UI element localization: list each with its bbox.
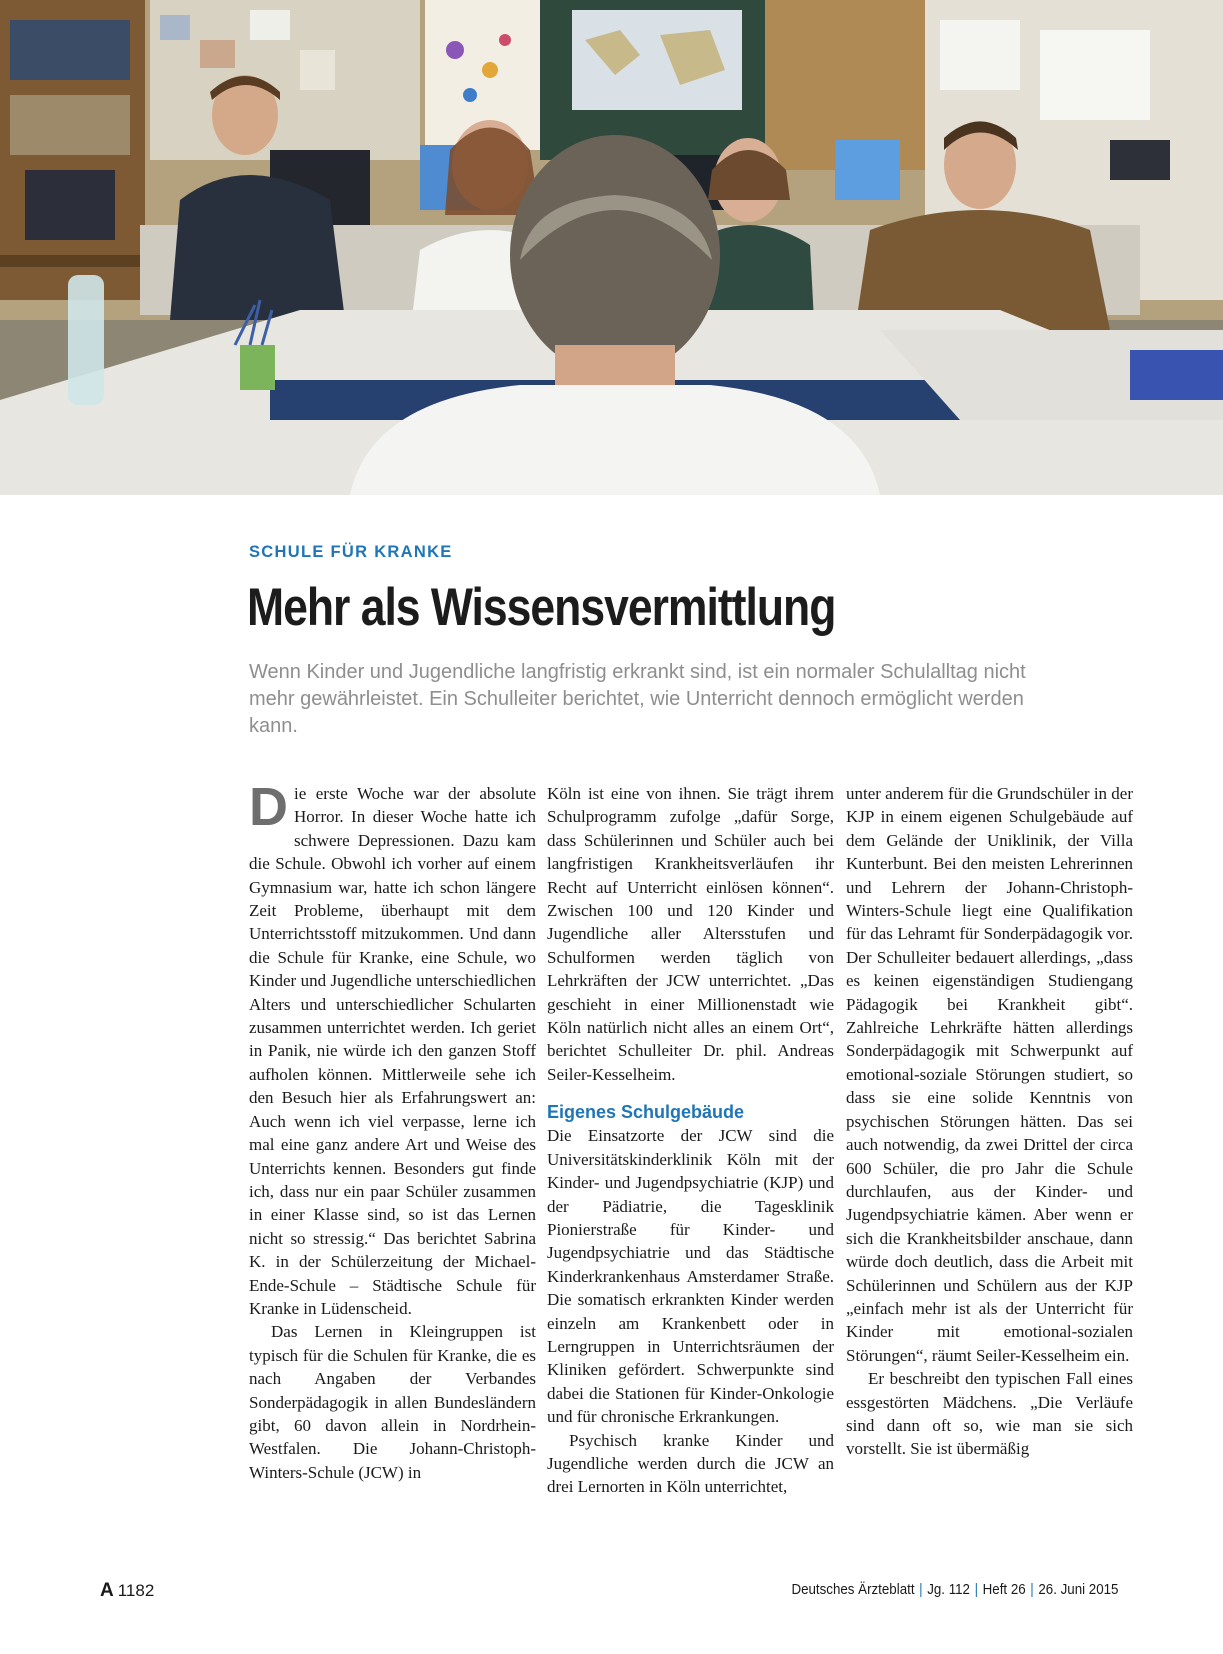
page-letter: A bbox=[100, 1580, 114, 1601]
paragraph-text: ie erste Woche war der absolute Horror. In dieser Woche hatte ich schwere Depressionen. Dazu kam die Schule. Obwohl ich vorher auf einem Gymnasium war, hatte ich schon längere Zeit Probleme, überhaupt mit dem Unterrichtsstoff mitzukommen. Und dann die Schule für Kranke, eine Schule, wo Kinder und Jugendliche unterschiedlichen Alters und unterschiedlicher Schularten zusammen unterrichtet werden. Ich geriet in Panik, nie würde ich den ganzen Stoff aufholen können. Mittlerweile sehe ich den Besuch hier als Erfahrungswert an: Auch wenn ich viel verpasse, lerne ich mal eine ganz andere Art und Weise des Unterrichts kennen. Besonders gut finde ich, dass nur ein paar Schüler zusammen in einer Klasse sind, so ist das Lernen nicht so stressig.“ Das berichtet Sabrina K. in der Schülerzeitung der Michael-Ende-Schule – Städtische Schule für Kranke in Lüdenscheid. bbox=[249, 784, 536, 1318]
paragraph: unter anderem für die Grundschüler in der KJP in einem eigenen Schulgebäude auf dem Gelände der Uniklinik, der Villa Kunterbunt. Bei den meisten Lehrerinnen und Lehrern der Johann-Christoph-Winters-Schule liegt eine Qualifikation für das Lehramt für Sonderpädagogik vor. Der Schulleiter bedauert allerdings, „dass es keinen eigenständigen Studiengang Pädagogik bei Krankheit gibt“. Zahlreiche Lehrkräfte hätten allerdings Sonderpädagogik mit Schwerpunkt auf emotional-soziale Störungen studiert, so dass sie eine solide Kenntnis von psychischen Störungen hätten. Das sei auch notwendig, da zwei Drittel der circa 600 Schüler, die pro Jahr die Schule durchlaufen, aus der Kinder- und Jugendpsychiatrie kämen. Aber wenn er sich die Krankheitsbilder anschaue, dann würde doch deutlich, dass die Arbeit mit Schülerinnen und Schülern aus der KJP „einfach mehr ist als der Unterricht für Kinder mit emotional-sozialen Störungen“, räumt Seiler-Kesselheim ein. bbox=[846, 784, 1133, 1365]
journal-name: Deutsches Ärzteblatt bbox=[790, 1582, 915, 1598]
text-column-1 bbox=[249, 777, 536, 1484]
header-photo bbox=[0, 0, 1223, 495]
classroom-photo bbox=[0, 0, 1223, 495]
drop-cap: D bbox=[249, 777, 288, 837]
article-title: Mehr als Wissensvermittlung bbox=[247, 578, 836, 637]
paragraph: Köln ist eine von ihnen. Sie trägt ihrem Schulprogramm zufolge „dafür Sorge, dass Schülerinnen und Schüler auch bei langfristigen Krankheitsverläufen ihr Recht auf Unterricht einlösen können“. Zwischen 100 und 120 Kinder und Jugendliche aller Altersstufen und Schulformen werden täglich von Lehrkräften der JCW unterrichtet. „Das geschieht in einer Millionenstadt wie Köln natürlich nicht alles an einem Ort“, berichtet Schulleiter Dr. phil. Andreas Seiler-Kesselheim. bbox=[547, 784, 834, 1084]
journal-issue: Heft 26 bbox=[982, 1582, 1026, 1598]
separator: | bbox=[974, 1582, 978, 1598]
journal-footer bbox=[791, 1582, 1118, 1598]
paragraph: Er beschreibt den typischen Fall eines essgestörten Mädchens. „Die Verläufe sind dann oft so, wie man sie sich vorstellt. Sie ist übermäßig bbox=[846, 1369, 1133, 1459]
paragraph: Das Lernen in Kleingruppen ist typisch für die Schulen für Kranke, die es nach Angaben der Verbandes Sonderpädagogik in allen Bundesländern gibt, 60 davon allein in Nordrhein-Westfalen. Die Johann-Christoph-Winters-Schule (JCW) in bbox=[249, 1322, 536, 1482]
page-number-value: 1182 bbox=[117, 1581, 155, 1600]
text-column-2 bbox=[547, 782, 834, 1499]
article-lead: Wenn Kinder und Jugendliche langfristig erkrankt sind, ist ein normaler Schulalltag nicht mehr gewährleistet. Ein Schulleiter berichtet, wie Unterricht dennoch ermöglicht werden kann. bbox=[249, 661, 1026, 737]
page-number bbox=[100, 1580, 154, 1602]
journal-date: 26. Juni 2015 bbox=[1037, 1582, 1118, 1598]
separator: | bbox=[918, 1582, 923, 1598]
text-column-3 bbox=[846, 782, 1133, 1461]
paragraph bbox=[249, 777, 536, 1320]
separator: | bbox=[1029, 1582, 1034, 1598]
paragraph: Psychisch kranke Kinder und Jugendliche werden durch die JCW an drei Lernorten in Köln unterrichtet, bbox=[547, 1430, 834, 1497]
subheading: Eigenes Schulgebäude bbox=[547, 1102, 745, 1123]
paragraph: Die Einsatzorte der JCW sind die Universitätskinderklinik Köln mit der Kinder- und Jugendpsychiatrie (KJP) und der Pädiatrie, die Tagesklinik Pionierstraße für Kinder- und Jugendpsychiatrie und das Städtische Kinderkrankenhaus Amsterdamer Straße. Die somatisch erkrankten Kinder werden einzeln am Krankenbett oder in Lerngruppen in Unterrichtsräumen der Kliniken gefördert. Schwerpunkte sind dabei die Stationen für Kinder-Onkologie und für chronische Erkrankungen. bbox=[547, 1126, 834, 1427]
section-label: SCHULE FÜR KRANKE bbox=[249, 543, 453, 561]
journal-volume: Jg. 112 bbox=[926, 1582, 970, 1598]
